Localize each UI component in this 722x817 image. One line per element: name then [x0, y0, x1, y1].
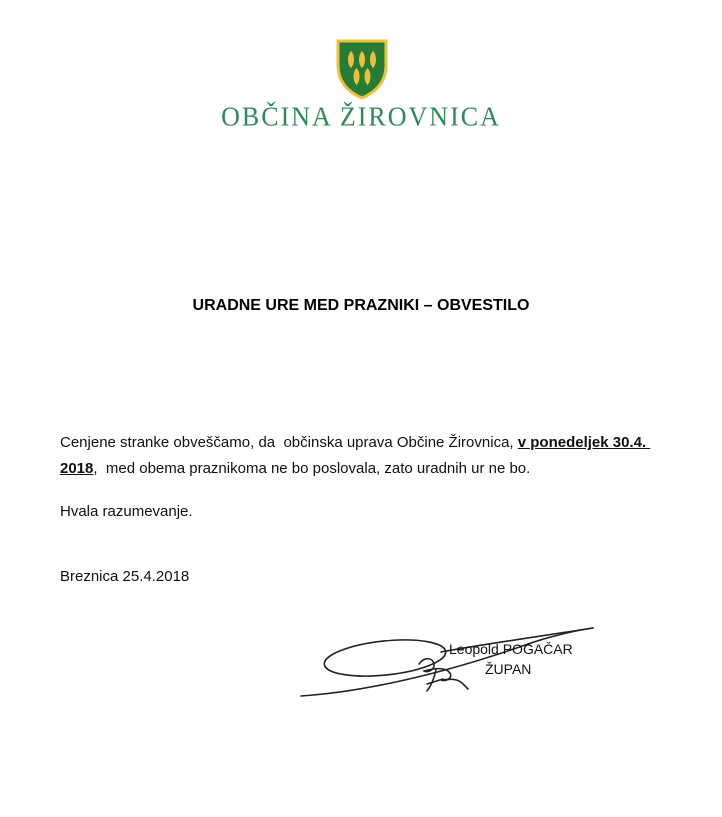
signature-block	[293, 616, 598, 702]
coat-of-arms-icon	[334, 38, 390, 101]
document-title: URADNE URE MED PRAZNIKI – OBVESTILO	[192, 297, 530, 314]
shield-shape	[338, 41, 386, 98]
signer-title: ŽUPAN	[485, 661, 532, 677]
body-paragraph	[60, 430, 674, 482]
paragraph-text: , med obema praznikoma ne bo poslovala, zato uradnih ur ne bo.	[93, 460, 531, 477]
paragraph-text: Cenjene stranke obveščamo, da občinska uprava Občine Žirovnica,	[60, 434, 518, 451]
organization-name: OBČINA ŽIROVNICA	[221, 101, 501, 132]
signer-name: Leopold POGAČAR	[449, 641, 573, 657]
place-date-line: Breznica 25.4.2018	[60, 568, 190, 585]
thanks-line: Hvala razumevanje.	[60, 503, 193, 520]
handwritten-signature-icon	[293, 616, 598, 702]
highlighted-date-phrase: v ponedeljek 30.4. 2018	[60, 434, 651, 477]
